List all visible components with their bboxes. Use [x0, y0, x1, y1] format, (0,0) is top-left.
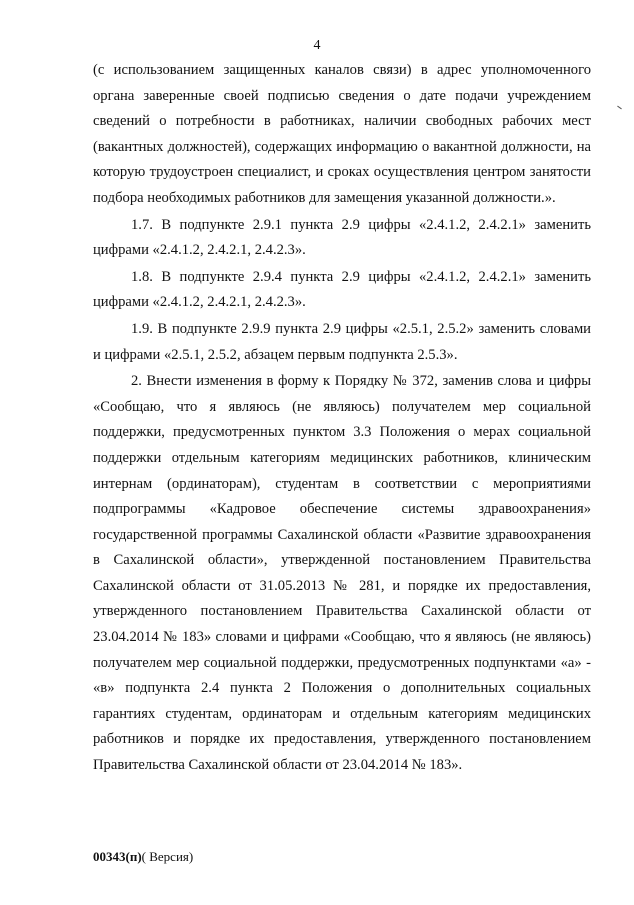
paragraph-continuation: (с использованием защищенных каналов связи) в адрес уполномоченного органа заверенные своей подписью сведения о дате подачи учреждением сведений о потребности в работниках, наличии свободных рабочих мест (вакантных должностей), содержащих информацию о вакантной должности, на которую трудоустроен специалист, и сроках осуществления центром занятости подбора необходимых работников для замещения указанной должности.».: [93, 62, 591, 206]
document-version: ( Версия): [141, 849, 194, 864]
paragraph-1-8: 1.8. В подпункте 2.9.4 пункта 2.9 цифры «2.4.1.2, 2.4.2.1» заменить цифрами «2.4.1.2, 2.4.2.1, 2.4.2.3».: [93, 268, 591, 311]
document-footer: [93, 849, 193, 865]
document-code: 00343(п): [93, 849, 142, 864]
scan-speck: [617, 106, 622, 110]
document-body: [93, 58, 591, 779]
paragraph-1-7: 1.7. В подпункте 2.9.1 пункта 2.9 цифры «2.4.1.2, 2.4.2.1» заменить цифрами «2.4.1.2, 2.4.2.1, 2.4.2.3».: [93, 216, 591, 259]
paragraph-2: 2. Внести изменения в форму к Порядку № 372, заменив слова и цифры «Сообщаю, что я являюсь (не являюсь) получателем мер социальной поддержки, предусмотренных пунктом 3.3 Положения о мерах социальной поддержки отдельным категориям медицинских работников, клиническим интернам (ординаторам), студентам в соответствии с мероприятиями подпрограммы «Кадровое обеспечение системы здравоохранения» государственной программы Сахалинской области «Развитие здравоохранения в Сахалинской области», утвержденной постановлением Правительства Сахалинской области от 31.05.2013 № 281, и порядке их предоставления, утвержденного постановлением Правительства Сахалинской области от 23.04.2014 № 183» словами и цифрами «Сообщаю, что я являюсь (не являюсь) получателем мер социальной поддержки, предусмотренных подпунктами «а» - «в» подпункта 2.4 пункта 2 Положения о дополнительных социальных гарантиях студентам, ординаторам и отдельным категориям медицинских работников и порядке их предоставления, утвержденного постановлением Правительства Сахалинской области от 23.04.2014 № 183».: [93, 373, 591, 774]
paragraph-1-9: 1.9. В подпункте 2.9.9 пункта 2.9 цифры «2.5.1, 2.5.2» заменить словами и цифрами «2.5.1, 2.5.2, абзацем первым подпункта 2.5.3».: [93, 320, 591, 363]
page-number: 4: [313, 38, 321, 53]
